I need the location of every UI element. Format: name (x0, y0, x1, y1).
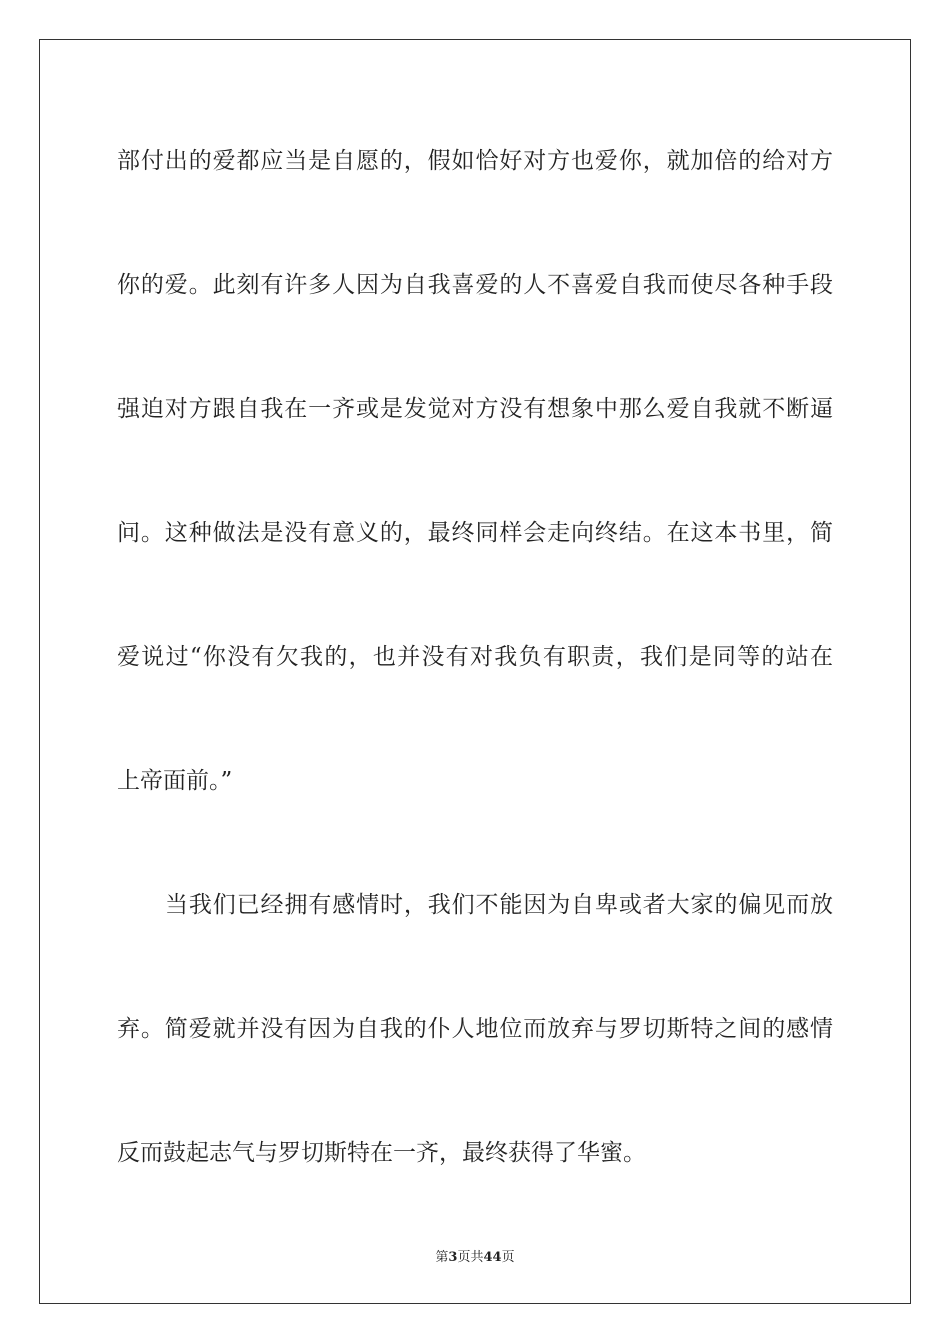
page-suffix: 页 (457, 1250, 471, 1265)
total-prefix: 共 (470, 1250, 484, 1265)
text-line: 部付出的爱都应当是自愿的，假如恰好对方也爱你，就加倍的给对方 (117, 148, 833, 174)
page-footer (0, 1246, 950, 1265)
text-line: 弃。简爱就并没有因为自我的仆人地位而放弃与罗切斯特之间的感情 (117, 1016, 833, 1042)
page-number: 3 (448, 1250, 458, 1265)
text-line: 你的爱。此刻有许多人因为自我喜爱的人不喜爱自我而使尽各种手段 (117, 272, 833, 298)
document-body (117, 130, 833, 1246)
text-line: 上帝面前。” (117, 768, 233, 794)
text-line: 问。这种做法是没有意义的，最终同样会走向终结。在这本书里，简 (117, 520, 833, 546)
text-line: 强迫对方跟自我在一齐或是发觉对方没有想象中那么爱自我就不断逼 (117, 396, 833, 422)
page-prefix: 第 (435, 1250, 449, 1265)
total-suffix: 页 (501, 1250, 515, 1265)
text-line: 反而鼓起志气与罗切斯特在一齐，最终获得了华蜜。 (117, 1140, 646, 1166)
total-pages: 44 (483, 1250, 502, 1265)
paragraph-first-line: 当我们已经拥有感情时，我们不能因为自卑或者大家的偏见而放 (165, 892, 833, 918)
text-line: 爱说过“你没有欠我的，也并没有对我负有职责，我们是同等的站在 (117, 644, 833, 670)
